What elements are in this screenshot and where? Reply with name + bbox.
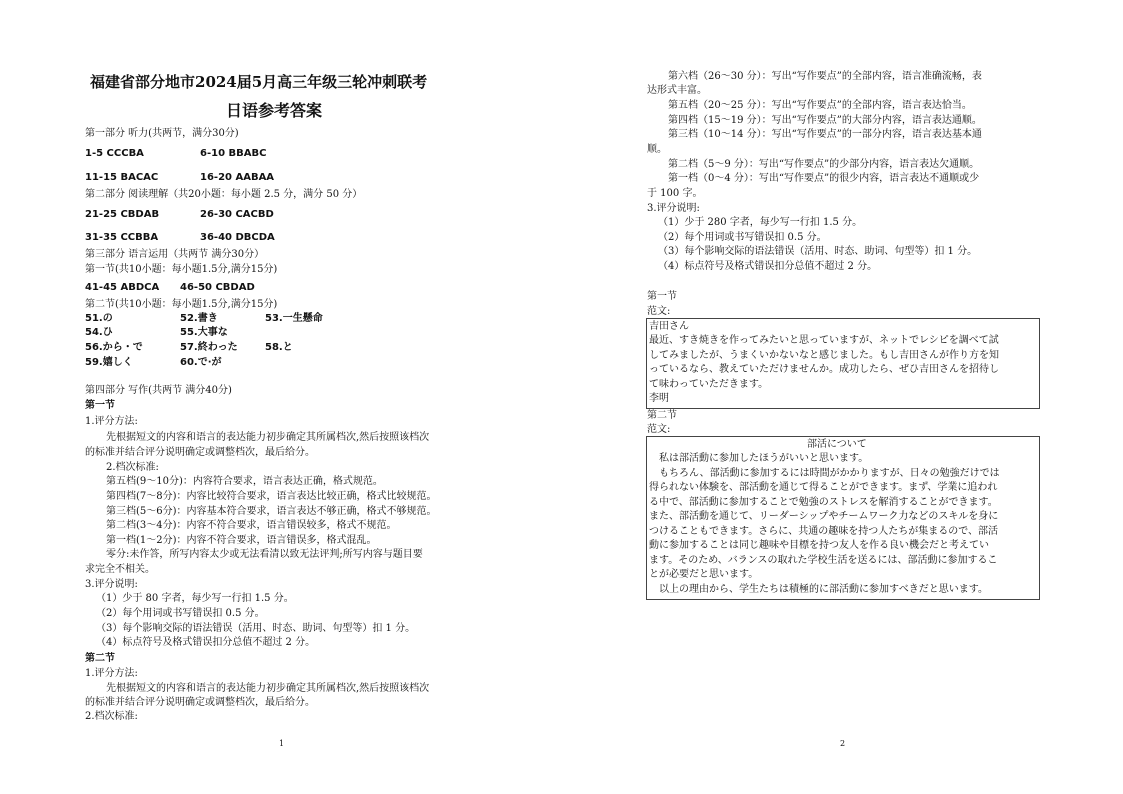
sample2-line: 以上の理由から、学生たちは積極的に部活動に参加すべきだと思います。 [649, 584, 988, 595]
s2-level-3-line2: 顺。 [647, 144, 667, 155]
answer-6-10: 6-10 BBABC [200, 148, 267, 159]
sample2-line: ます。そのため、バランスの取れた学校生活を送るには、部活動に参加するこ [649, 555, 998, 566]
sample1-line: してみましたが、うまくいかないなと感じました。もし吉田さんが作り方を知 [649, 350, 999, 361]
s1-method-line2: 的标准并结合评分说明确定或调整档次，最后给分。 [85, 447, 315, 458]
answer-57: 57.終わった [180, 342, 238, 353]
answer-56: 56.から・で [85, 342, 143, 353]
s2-note-1: （1）少于 280 字者，每少写一行扣 1.5 分。 [658, 217, 863, 228]
s1-level-5: 第五档(9～10分)：内容符合要求，语言表达正确，格式规范。 [106, 476, 383, 487]
s2-notes-heading: 3.评分说明: [647, 203, 700, 214]
answer-31-35: 31-35 CCBBA [85, 232, 159, 243]
answer-58: 58.と [265, 342, 293, 353]
part2-heading: 第二部分 阅读理解（共20小题：每小题 2.5 分，满分 50 分） [85, 189, 363, 200]
s1-zero-line2: 求完全不相关。 [85, 564, 155, 575]
part4-section2-title: 第二节 [85, 653, 115, 664]
s1-level-1: 第一档(1～2分)：内容不符合要求，语言错误多，格式混乱。 [106, 535, 377, 546]
s2-level-1-line1: 第一档（0～4 分）：写出“写作要点”的很少内容，语言表达不通顺或少 [668, 173, 980, 184]
sample2-line: る中で、部活動に参加することで勉強のストレスを解消することができます。 [649, 497, 998, 508]
answer-52: 52.書き [180, 313, 218, 324]
page-2 [562, 0, 1123, 794]
s1-method-line1: 先根据短文的内容和语言的表达能力初步确定其所属档次,然后按照该档次 [106, 432, 430, 443]
answer-21-25: 21-25 CBDAB [85, 209, 160, 220]
s1-level-2: 第二档(3～4分)：内容不符合要求，语言错误较多，格式不规范。 [106, 520, 397, 531]
sample2-line: 動に参加することは同じ趣味や目標を持つ友人を作る良い機会だと考えてい [649, 540, 989, 551]
s1-note-4: （4）标点符号及格式错误扣分总值不超过 2 分。 [96, 637, 316, 648]
page-number: 1 [279, 739, 285, 748]
document-title: 福建省部分地市2024届5月高三年级三轮冲刺联考 [90, 73, 428, 91]
answer-36-40: 36-40 DBCDA [200, 232, 275, 243]
s2-method-heading: 1.评分方法: [85, 668, 138, 679]
s2-method-line2: 的标准并结合评分说明确定或调整档次，最后给分。 [85, 697, 315, 708]
page-number: 2 [840, 739, 846, 748]
s2-level-4: 第四档（15～19 分）：写出“写作要点”的大部分内容，语言表达通顺。 [668, 115, 982, 126]
s2-level-1-line2: 于 100 字。 [647, 188, 703, 199]
part3-heading: 第三部分 语言运用（共两节 满分30分） [85, 249, 265, 260]
s2-method-line1: 先根据短文的内容和语言的表达能力初步确定其所属档次,然后按照该档次 [106, 683, 430, 694]
s2-level-3-line1: 第三档（10～14 分）：写出“写作要点”的一部分内容，语言表达基本通 [668, 129, 982, 140]
answer-54: 54.ひ [85, 327, 113, 338]
part1-heading: 第一部分 听力(共两节，满分30分) [85, 128, 239, 139]
s1-level-3: 第三档(5～6分)：内容基本符合要求，语言表达不够正确，格式不够规范。 [106, 506, 437, 517]
part4-heading: 第四部分 写作(共两节 满分40分) [85, 385, 232, 396]
answer-16-20: 16-20 AABAA [200, 172, 275, 183]
part3-section2-heading: 第二节(共10小题：每小题1.5分,满分15分) [85, 299, 278, 310]
sample1-line: て味わっていただきます。 [649, 379, 769, 390]
answer-1-5: 1-5 CCCBA [85, 148, 144, 159]
document-subtitle: 日语参考答案 [226, 101, 323, 120]
s1-note-3: （3）每个影响交际的语法错误（活用、时态、助词、句型等）扣 1 分。 [96, 623, 416, 634]
s2-note-2: （2）每个用词或书写错误扣 0.5 分。 [658, 232, 827, 243]
sample2-line: 私は部活動に参加したほうがいいと思います。 [649, 453, 869, 464]
sample2-section-title: 第二节 [647, 410, 677, 421]
answer-59: 59.嬉しく [85, 357, 133, 368]
sample1-label: 范文: [647, 306, 671, 317]
s1-note-1: （1）少于 80 字者，每少写一行扣 1.5 分。 [96, 593, 294, 604]
sample2-line: もちろん、部活動に参加するには時間がかかりますが、日々の勉強だけでは [649, 468, 1000, 479]
sample1-line: 吉田さん [649, 321, 689, 332]
s2-level-6-line2: 达形式丰富。 [647, 85, 707, 96]
s1-method-heading: 1.评分方法: [85, 416, 138, 427]
answer-46-50: 46-50 CBDAD [180, 282, 255, 293]
answer-51: 51.の [85, 313, 113, 324]
sample1-section-title: 第一节 [647, 291, 677, 302]
answer-55: 55.大事な [180, 327, 228, 338]
s2-note-4: （4）标点符号及格式错误扣分总值不超过 2 分。 [658, 261, 878, 272]
answer-60: 60.で·が [180, 357, 222, 368]
s2-standard-heading: 2.档次标准: [85, 711, 138, 722]
part3-section1-heading: 第一节(共10小题：每小题1.5分,满分15分) [85, 264, 278, 275]
s1-zero-line1: 零分:未作答，所写内容太少或无法看清以致无法评判;所写内容与题目要 [106, 549, 423, 560]
s1-note-2: （2）每个用词或书写错误扣 0.5 分。 [96, 608, 265, 619]
sample2-line: また、部活動を通じて、リーダーシップやチームワーク力などのスキルを身に [649, 511, 999, 522]
s1-level-4: 第四档(7～8分)：内容比较符合要求，语言表达比较正确，格式比较规范。 [106, 491, 437, 502]
answer-11-15: 11-15 BACAC [85, 172, 159, 183]
sample2-line: とが必要だと思います。 [649, 569, 759, 580]
sample2-label: 范文: [647, 424, 671, 435]
sample2-line: 得られない体験を、部活動を通じて得ることができます。まず、学業に追われ [649, 482, 998, 493]
sample1-line: 最近、すき焼きを作ってみたいと思っていますが、ネットでレシピを調べて試 [649, 335, 999, 346]
s2-level-5: 第五档（20～25 分）：写出“写作要点”的全部内容，语言表达恰当。 [668, 100, 972, 111]
answer-53: 53.一生懸命 [265, 313, 323, 324]
part4-section1-title: 第一节 [85, 400, 115, 411]
sample1-line: 李明 [649, 393, 669, 404]
sample2-title: 部活について [807, 439, 867, 450]
answer-41-45: 41-45 ABDCA [85, 282, 160, 293]
s1-notes-heading: 3.评分说明: [85, 579, 138, 590]
s2-note-3: （3）每个影响交际的语法错误（活用、时态、助词、句型等）扣 1 分。 [658, 246, 978, 257]
s2-level-6-line1: 第六档（26～30 分）：写出“写作要点”的全部内容，语言准确流畅，表 [668, 71, 982, 82]
sample2-line: つけることもできます。さらに、共通の趣味を持つ人たちが集まるので、部活 [649, 526, 998, 537]
answer-26-30: 26-30 CACBD [200, 209, 274, 220]
sample1-line: っているなら、教えていただけませんか。成功したら、ぜひ吉田さんを招待し [649, 364, 999, 375]
page-1 [0, 0, 561, 794]
s1-standard-heading: 2.档次标准: [106, 462, 159, 473]
s2-level-2: 第二档（5～9 分）：写出“写作要点”的少部分内容，语言表达欠通顺。 [668, 159, 980, 170]
